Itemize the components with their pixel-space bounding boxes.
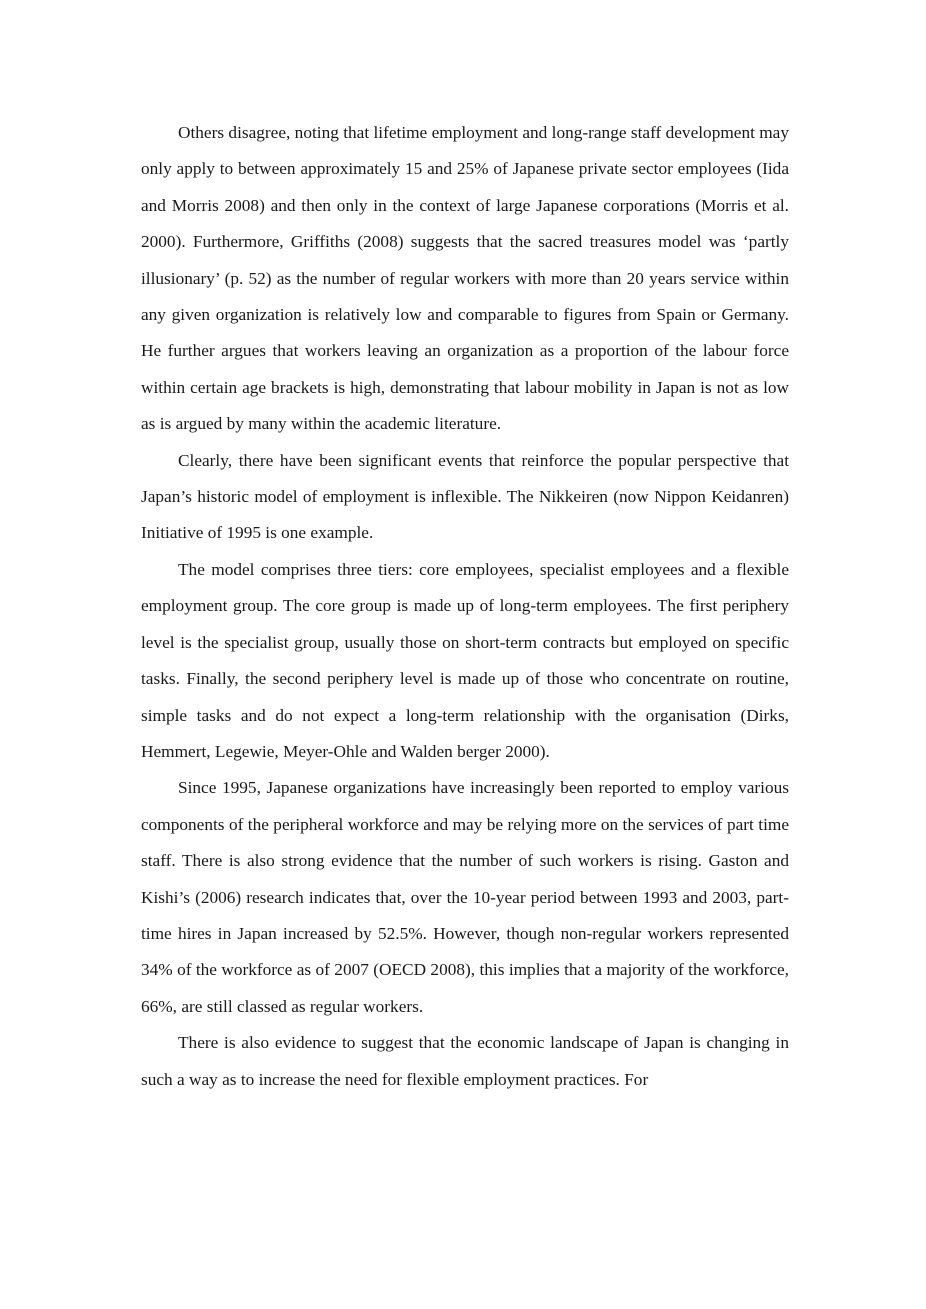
paragraph-nikkeiren-initiative: Clearly, there have been significant events that reinforce the popular perspective that Japan’s historic model of employment is inflexible. The Nikkeiren (now Nippon Keidanren) Initiative of 1995 is one example. xyxy=(141,450,789,543)
document-page xyxy=(141,115,789,1098)
paragraph-lifetime-employment: Others disagree, noting that lifetime employment and long-range staff development may only apply to between approximately 15 and 25% of Japanese private sector employees (Iida and Morris 2008) and then only in the context of large Japanese corporations (Morris et al. 2000). Furthermore, Griffiths (2008) suggests that the sacred treasures model was ‘partly illusionary’ (p. 52) as the number of regular workers with more than 20 years service within any given organization is relatively low and comparable to figures from Spain or Germany. He further argues that workers leaving an organization as a proportion of the labour force within certain age brackets is high, demonstrating that labour mobility in Japan is not as low as is argued by many within the academic literature. xyxy=(141,123,789,434)
paragraph-three-tier-model: The model comprises three tiers: core employees, specialist employees and a flexible employment group. The core group is made up of long-term employees. The first periphery level is the specialist group, usually those on short-term contracts but employed on specific tasks. Finally, the second periphery level is made up of those who concentrate on routine, simple tasks and do not expect a long-term relationship with the organisation (Dirks, Hemmert, Legewie, Meyer-Ohle and Walden berger 2000). xyxy=(141,559,789,761)
paragraph-peripheral-workforce: Since 1995, Japanese organizations have increasingly been reported to employ various components of the peripheral workforce and may be relying more on the services of part time staff. There is also strong evidence that the number of such workers is rising. Gaston and Kishi’s (2006) research indicates that, over the 10-year period between 1993 and 2003, part-time hires in Japan increased by 52.5%. However, though non-regular workers represented 34% of the workforce as of 2007 (OECD 2008), this implies that a majority of the workforce, 66%, are still classed as regular workers. xyxy=(141,778,789,1016)
paragraph-economic-landscape: There is also evidence to suggest that the economic landscape of Japan is changing in such a way as to increase the need for flexible employment practices. For xyxy=(141,1033,789,1089)
